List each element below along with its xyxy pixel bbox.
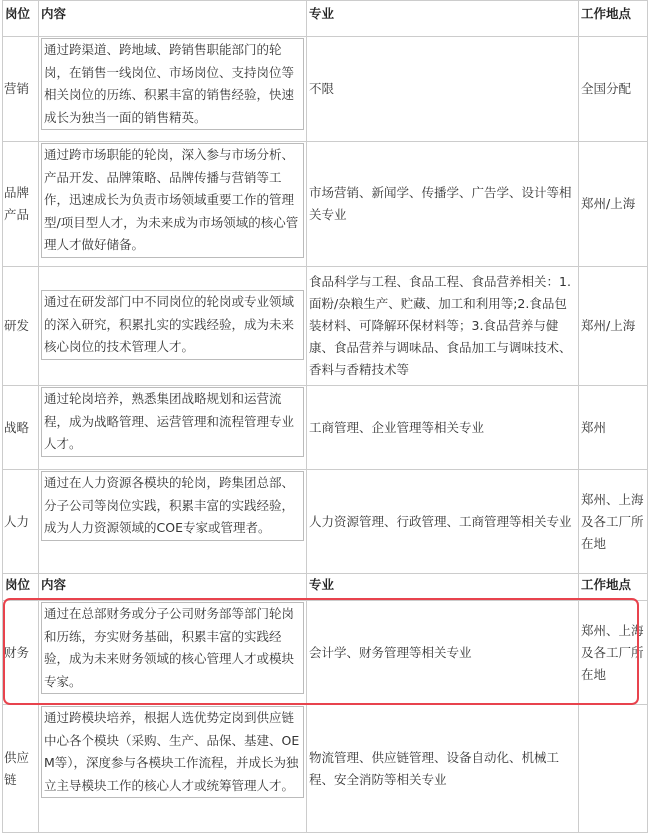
location-cell: 郑州 <box>579 386 648 470</box>
major-cell: 会计学、财务管理等相关专业 <box>307 601 579 705</box>
content-text: 通过轮岗培养，熟悉集团战略规划和运营流程，成为战略管理、运营管理和流程管理专业人才。 <box>41 387 304 457</box>
header-major: 专业 <box>307 574 579 601</box>
table-row <box>3 386 648 470</box>
content-text: 通过在总部财务或分子公司财务部等部门轮岗和历练，夯实财务基础，积累丰富的实践经验，成为未来财务领域的核心管理人才或模块专家。 <box>41 602 304 694</box>
location-cell: 郑州、上海及各工厂所在地 <box>579 601 648 705</box>
recruitment-table <box>2 0 648 833</box>
location-cell: 郑州/上海 <box>579 142 648 267</box>
position-cell: 人力 <box>3 470 39 574</box>
header-major: 专业 <box>307 1 579 37</box>
position-cell: 财务 <box>3 601 39 705</box>
header-location: 工作地点 <box>579 574 648 601</box>
major-cell: 工商管理、企业管理等相关专业 <box>307 386 579 470</box>
header-content: 内容 <box>39 1 307 37</box>
position-cell: 战略 <box>3 386 39 470</box>
location-cell: 全国分配 <box>579 37 648 142</box>
content-cell <box>39 705 307 833</box>
major-cell: 人力资源管理、行政管理、工商管理等相关专业 <box>307 470 579 574</box>
table-row <box>3 601 648 705</box>
content-text: 通过在研发部门中不同岗位的轮岗或专业领域的深入研究，积累扎实的实践经验，成为未来核心岗位的技术管理人才。 <box>41 290 304 360</box>
header-location: 工作地点 <box>579 1 648 37</box>
content-text: 通过跨模块培养，根据人选优势定岗到供应链中心各个模块（采购、生产、品保、基建、OEM等），深度参与各模块工作流程，并成长为独立主导模块工作的核心人才或统筹管理人才。 <box>41 706 304 798</box>
table-row <box>3 37 648 142</box>
major-cell: 不限 <box>307 37 579 142</box>
location-cell: 郑州/上海 <box>579 267 648 386</box>
table-row <box>3 142 648 267</box>
content-cell <box>39 601 307 705</box>
location-cell: 郑州、上海及各工厂所在地 <box>579 470 648 574</box>
content-cell <box>39 37 307 142</box>
position-cell: 研发 <box>3 267 39 386</box>
content-cell <box>39 386 307 470</box>
header-row <box>3 1 648 37</box>
major-cell: 市场营销、新闻学、传播学、广告学、设计等相关专业 <box>307 142 579 267</box>
position-cell: 品牌产品 <box>3 142 39 267</box>
header-content: 内容 <box>39 574 307 601</box>
content-text: 通过跨市场职能的轮岗，深入参与市场分析、产品开发、品牌策略、品牌传播与营销等工作，迅速成长为负责市场领域重要工作的管理型/项目型人才，为未来成为市场领域的核心管理人才做好储备。 <box>41 143 304 258</box>
table-row <box>3 705 648 833</box>
table-row <box>3 267 648 386</box>
content-text: 通过在人力资源各模块的轮岗，跨集团总部、分子公司等岗位实践，积累丰富的实践经验，成为人力资源领域的COE专家或管理者。 <box>41 471 304 541</box>
location-cell <box>579 705 648 833</box>
major-cell: 物流管理、供应链管理、设备自动化、机械工程、安全消防等相关专业 <box>307 705 579 833</box>
content-cell <box>39 470 307 574</box>
table-row <box>3 470 648 574</box>
content-cell <box>39 267 307 386</box>
position-cell: 供应链 <box>3 705 39 833</box>
major-cell: 食品科学与工程、食品工程、食品营养相关：1.面粉/杂粮生产、贮藏、加工和利用等;2.食品包装材料、可降解环保材料等；3.食品营养与健康、食品营养与调味品、食品加工与调味技术、香料与香精技术等 <box>307 267 579 386</box>
position-cell: 营销 <box>3 37 39 142</box>
header-row <box>3 574 648 601</box>
header-position: 岗位 <box>3 574 39 601</box>
header-position: 岗位 <box>3 1 39 37</box>
content-cell <box>39 142 307 267</box>
content-text: 通过跨渠道、跨地域、跨销售职能部门的轮岗，在销售一线岗位、市场岗位、支持岗位等相关岗位的历练、积累丰富的销售经验，快速成长为独当一面的销售精英。 <box>41 38 304 130</box>
